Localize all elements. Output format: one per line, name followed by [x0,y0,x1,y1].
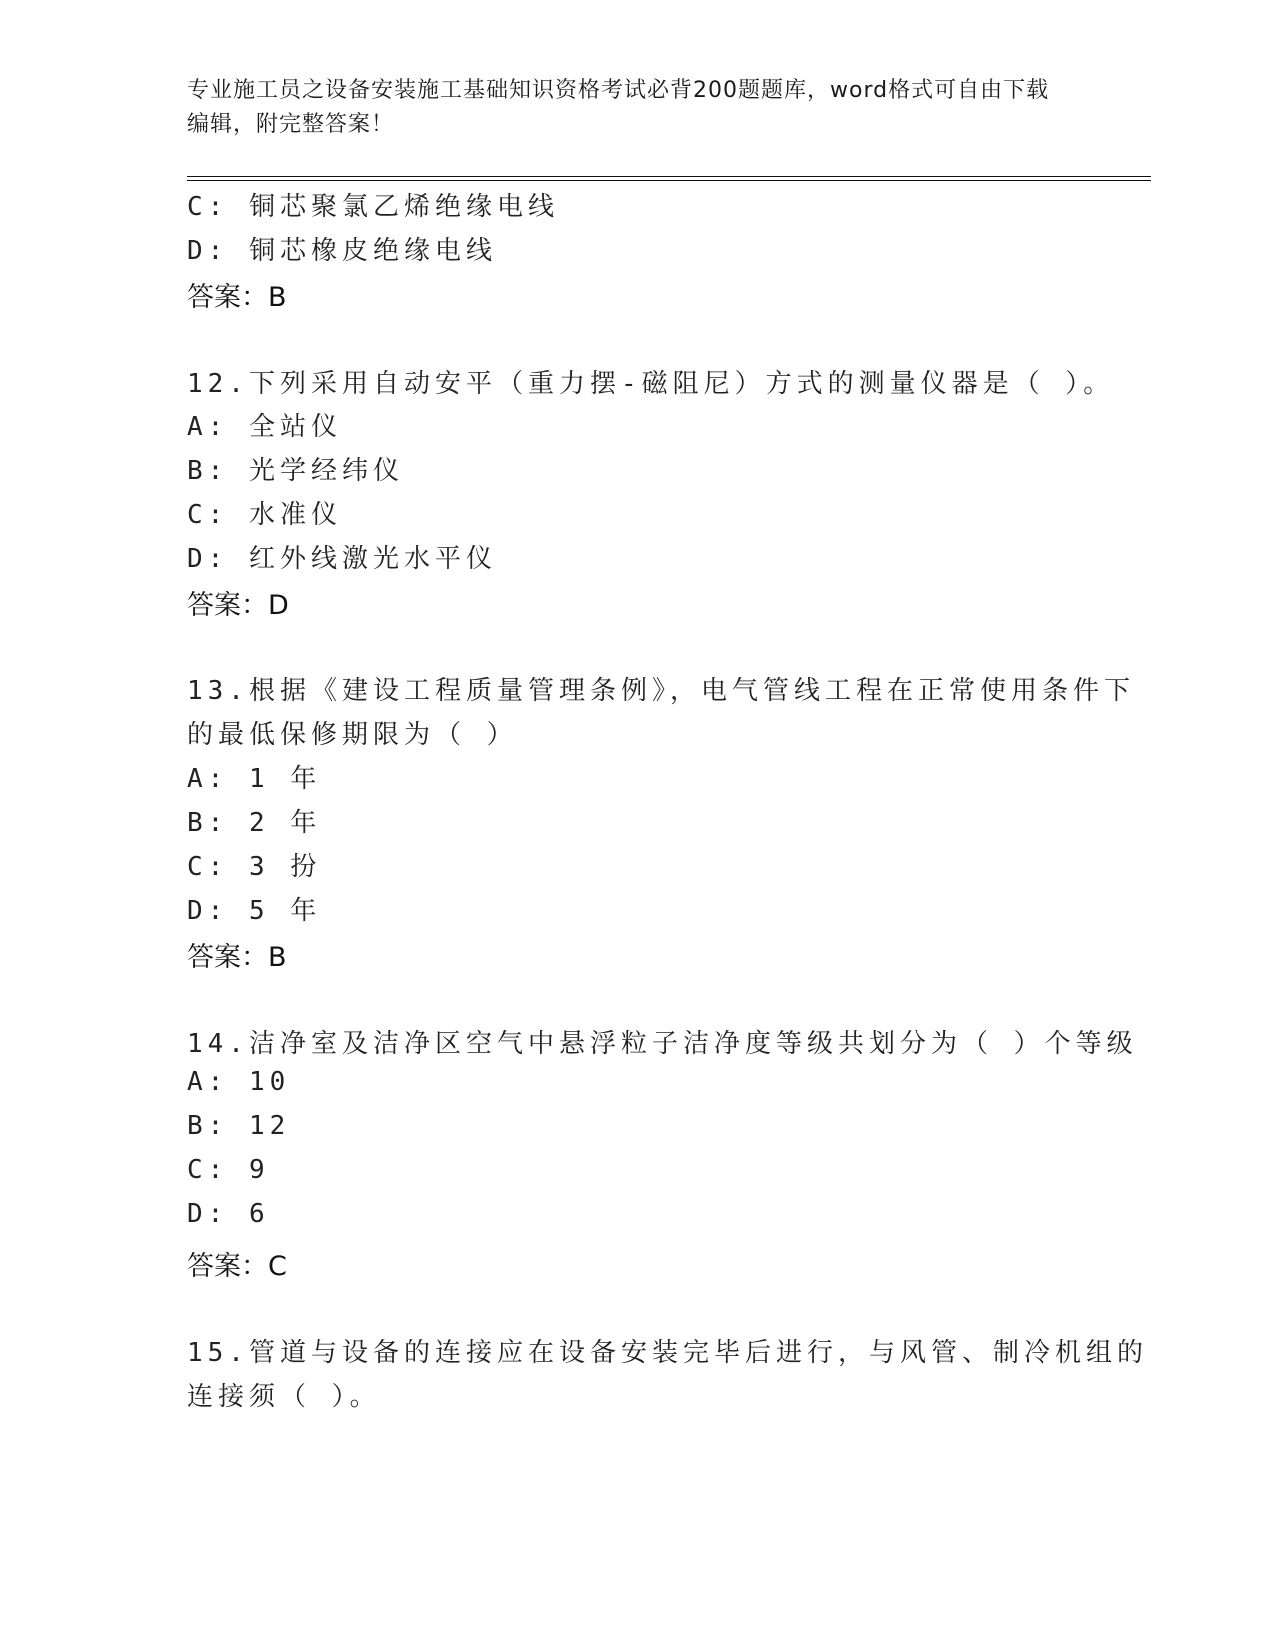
option-d-q11: D: 铜芯橡皮绝缘电线 [187,236,497,266]
option-d-q13: D: 5 年 [187,896,322,926]
option-c-q14: C: 9 [187,1155,270,1185]
question-15-line-2: 连接须（ ）。 [187,1382,381,1412]
option-b-q12: B: 光学经纬仪 [187,456,404,486]
option-a-q14: A: 10 [187,1067,291,1097]
question-14: 14.洁净室及洁净区空气中悬浮粒子洁净度等级共划分为（ ）个等级 [187,1029,1138,1059]
question-13-line-1: 13.根据《建设工程质量管理条例》，电气管线工程在正常使用条件下 [187,676,1135,706]
option-a-q12: A: 全站仪 [187,412,342,442]
option-b-q14: B: 12 [187,1111,291,1141]
answer-q12: 答案：D [187,590,289,621]
document-header: 专业施工员之设备安装施工基础知识资格考试必背200题题库，word格式可自由下载编辑，附完整答案！ [187,78,1050,137]
option-d-q12: D: 红外线激光水平仪 [187,544,497,574]
option-b-q13: B: 2 年 [187,808,322,838]
option-a-q13: A: 1 年 [187,764,322,794]
answer-q13: 答案：B [187,942,287,973]
answer-q14: 答案：C [187,1251,287,1282]
option-d-q14: D: 6 [187,1199,270,1229]
answer-q11: 答案：B [187,282,287,313]
question-13-line-2: 的最低保修期限为（ ） [187,720,518,750]
option-c-q11: C: 铜芯聚氯乙烯绝缘电线 [187,192,559,222]
question-15-line-1: 15.管道与设备的连接应在设备安装完毕后进行，与风管、制冷机组的 [187,1338,1148,1368]
header-divider [187,176,1151,181]
option-c-q13: C: 3 扮 [187,852,322,882]
option-c-q12: C: 水准仪 [187,500,342,530]
question-12: 12.下列采用自动安平（重力摆-磁阻尼）方式的测量仪器是（ ）。 [187,369,1115,399]
